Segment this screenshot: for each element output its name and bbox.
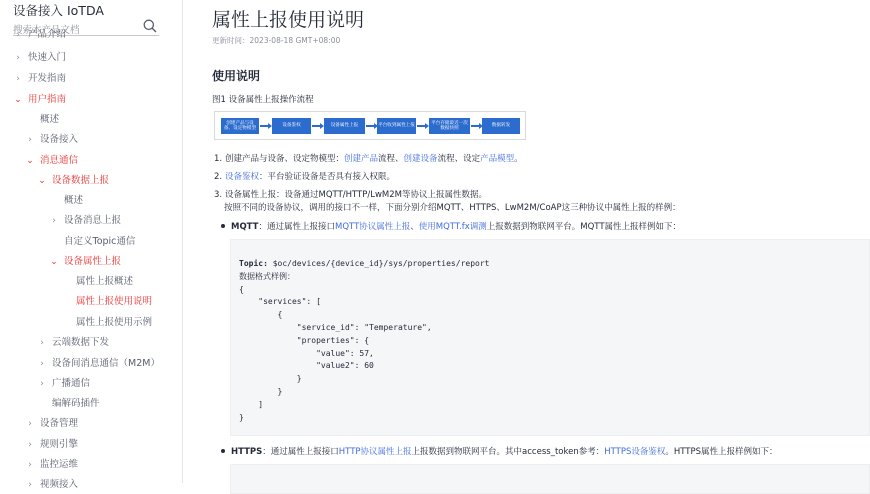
updated-time: 更新时间：2023-08-18 GMT+08:00	[212, 36, 341, 45]
flow-step: 平台存储最近一次数据快照	[429, 118, 470, 134]
sidebar-item-label: 规则引擎	[40, 439, 79, 450]
chevron-right-icon[interactable]: ›	[16, 30, 20, 40]
sidebar-item-label: 属性上报概述	[76, 276, 134, 287]
step-2	[214, 170, 395, 182]
figure-caption: 图1 设备属性上报操作流程	[212, 95, 314, 105]
link-https-auth[interactable]: HTTPS设备鉴权	[604, 447, 666, 457]
sidebar-item[interactable]	[49, 212, 121, 230]
chevron-right-icon[interactable]: ›	[28, 419, 32, 429]
sidebar-item-label: 设备数据上报	[52, 175, 110, 186]
step-3	[214, 188, 487, 200]
code-content	[239, 258, 489, 424]
sidebar-item[interactable]	[25, 456, 78, 474]
sidebar-item-label: 设备接入	[40, 134, 79, 145]
doc-content	[183, 0, 865, 483]
sidebar-item-label: 视频接入	[40, 479, 79, 490]
sidebar-item-label: 概述	[64, 195, 84, 206]
doc-nav-tree	[0, 29, 183, 490]
code-line: ]	[239, 399, 264, 409]
sidebar-item[interactable]	[25, 476, 78, 494]
flow-arrow	[366, 125, 376, 127]
flow-arrow	[417, 125, 427, 127]
bullet-text: 、	[410, 222, 419, 232]
flow-arrow	[312, 125, 322, 127]
sidebar-item-label: 产品介绍	[28, 29, 67, 40]
sidebar-item[interactable]	[61, 314, 152, 332]
sidebar-item[interactable]	[49, 192, 83, 210]
sidebar-item[interactable]	[61, 293, 152, 311]
flow-diagram	[214, 111, 526, 140]
sidebar-item[interactable]	[25, 152, 78, 170]
chevron-right-icon[interactable]: ›	[28, 480, 32, 490]
code-block-https[interactable]	[230, 464, 870, 494]
bullet-text: 上报数据到物联网平台。其中access_token参考：	[411, 447, 605, 457]
code-block-mqtt[interactable]	[230, 239, 870, 436]
sidebar-item-label: 快速入门	[28, 52, 67, 63]
code-line: 数据格式样例：	[239, 271, 295, 281]
flow-step: 数据转发	[482, 118, 520, 134]
link-http-report[interactable]: HTTP协议属性上报	[338, 447, 412, 457]
product-title[interactable]: 设备接入 IoTDA	[13, 3, 104, 18]
step-number: 3.	[214, 190, 223, 200]
flow-step: 设备属性上报	[324, 118, 365, 134]
link-create-device[interactable]: 创建设备	[403, 154, 438, 164]
step-number: 2.	[214, 172, 223, 182]
chevron-down-icon[interactable]: ⌄	[50, 257, 58, 267]
bullet-mqtt	[221, 220, 681, 232]
bullet-https	[221, 445, 778, 457]
sidebar-item[interactable]	[25, 436, 78, 454]
bullet-text: ：通过属性上报接口	[262, 447, 339, 457]
flow-step: 创建产品与设备、设定物模型	[221, 118, 259, 134]
sidebar-item[interactable]	[49, 233, 135, 251]
chevron-right-icon[interactable]: ›	[28, 440, 32, 450]
code-line: {	[239, 310, 283, 320]
sidebar-item[interactable]	[25, 131, 78, 149]
sidebar	[0, 0, 183, 490]
bullet-label: MQTT	[231, 222, 259, 232]
code-line: }	[239, 374, 302, 384]
chevron-right-icon[interactable]: ›	[52, 216, 56, 226]
chevron-down-icon[interactable]: ⌄	[26, 156, 34, 166]
sidebar-item[interactable]	[25, 415, 78, 433]
sidebar-item[interactable]	[49, 253, 121, 271]
sidebar-item-label: 属性上报使用说明	[76, 296, 153, 307]
code-line: "value2": 60	[239, 361, 374, 371]
section-heading: 使用说明	[212, 69, 261, 83]
code-topic-key: Topic:	[239, 259, 268, 268]
search-icon[interactable]	[143, 19, 157, 33]
sidebar-item-label: 设备管理	[40, 418, 79, 429]
sidebar-item[interactable]	[37, 172, 109, 190]
bullet-dot	[221, 224, 225, 228]
step-number: 1.	[214, 154, 223, 164]
sidebar-item[interactable]	[61, 273, 133, 291]
chevron-right-icon[interactable]: ›	[16, 53, 20, 63]
sidebar-item[interactable]	[37, 355, 160, 373]
chevron-right-icon[interactable]: ›	[40, 359, 44, 369]
bullet-dot	[221, 449, 225, 453]
chevron-right-icon[interactable]: ›	[28, 135, 32, 145]
step-text: 流程、设定	[437, 154, 481, 164]
sidebar-item[interactable]	[13, 91, 66, 109]
link-device-auth[interactable]: 设备鉴权	[225, 172, 260, 182]
sidebar-item-label: 监控运维	[40, 459, 79, 470]
code-line: {	[239, 284, 244, 294]
link-product-model[interactable]: 产品模型	[480, 154, 515, 164]
sidebar-item[interactable]	[37, 395, 100, 413]
sidebar-item-label: 设备消息上报	[64, 215, 122, 226]
sidebar-item[interactable]	[25, 111, 59, 129]
sidebar-item-label: 自定义Topic通信	[64, 236, 136, 247]
sidebar-item-label: 开发指南	[28, 73, 67, 84]
sidebar-item-label: 用户指南	[28, 94, 67, 105]
step-3-desc: 按照不同的设备协议，调用的接口不一样，下面分别介绍MQTT、HTTPS、LwM2M/CoAP这三种协议中属性上报的样例：	[224, 203, 681, 213]
flow-arrow	[260, 125, 270, 127]
step-1	[214, 152, 523, 164]
code-line: "value": 57,	[239, 348, 374, 358]
flow-step: 设备鉴权	[272, 118, 311, 134]
step-text: 设备属性上报：设备通过MQTT/HTTP/LwM2M等协议上报属性数据。	[225, 190, 488, 200]
step-text: 。	[514, 154, 523, 164]
sidebar-item-label: 消息通信	[40, 155, 79, 166]
bullet-text: 上报数据到物联网平台。MQTT属性上报样例如下：	[486, 222, 682, 232]
code-line: "services": [	[239, 297, 321, 307]
sidebar-item-label: 广播通信	[52, 378, 91, 389]
code-line: "service_id": "Temperature",	[239, 322, 432, 332]
step-text: 创建产品与设备、设定物模型：	[225, 154, 345, 164]
bullet-text: ：通过属性上报接口	[258, 222, 335, 232]
chevron-right-icon[interactable]: ›	[28, 460, 32, 470]
sidebar-item[interactable]	[37, 334, 109, 352]
sidebar-item-label: 设备间消息通信（M2M）	[52, 358, 160, 369]
sidebar-item-label: 概述	[40, 114, 60, 125]
bullet-label: HTTPS	[231, 447, 263, 457]
code-line: }	[239, 386, 283, 396]
sidebar-item-label: 设备属性上报	[64, 256, 122, 267]
step-text: 流程、	[378, 154, 404, 164]
chevron-down-icon[interactable]: ⌄	[14, 95, 22, 105]
sidebar-item[interactable]	[13, 26, 66, 44]
sidebar-item-label: 编解码插件	[52, 398, 100, 409]
step-text: ：平台验证设备是否具有接入权限。	[259, 172, 396, 182]
sidebar-item-label: 属性上报使用示例	[76, 317, 153, 328]
sidebar-item[interactable]	[13, 70, 66, 88]
chevron-down-icon[interactable]: ⌄	[38, 176, 46, 186]
code-line: "properties": {	[239, 335, 370, 345]
link-create-product[interactable]: 创建产品	[344, 154, 379, 164]
code-line: }	[239, 412, 244, 422]
sidebar-item-label: 云端数据下发	[52, 337, 110, 348]
bullet-text: 。HTTPS属性上报样例如下：	[665, 447, 778, 457]
page-title: 属性上报使用说明	[212, 9, 365, 31]
link-mqttfx-debug[interactable]: 使用MQTT.fx调测	[418, 222, 487, 232]
chevron-right-icon[interactable]: ›	[16, 74, 20, 84]
link-mqtt-report[interactable]: MQTT协议属性上报	[335, 222, 411, 232]
sidebar-item[interactable]	[13, 49, 66, 67]
chevron-right-icon[interactable]: ›	[40, 338, 44, 348]
flow-step: 平台收到属性上报	[377, 118, 416, 134]
chevron-right-icon[interactable]: ›	[40, 379, 44, 389]
code-topic-value: $oc/devices/{device_id}/sys/properties/report	[267, 259, 490, 268]
sidebar-item[interactable]	[37, 375, 90, 393]
flow-arrow	[471, 125, 481, 127]
